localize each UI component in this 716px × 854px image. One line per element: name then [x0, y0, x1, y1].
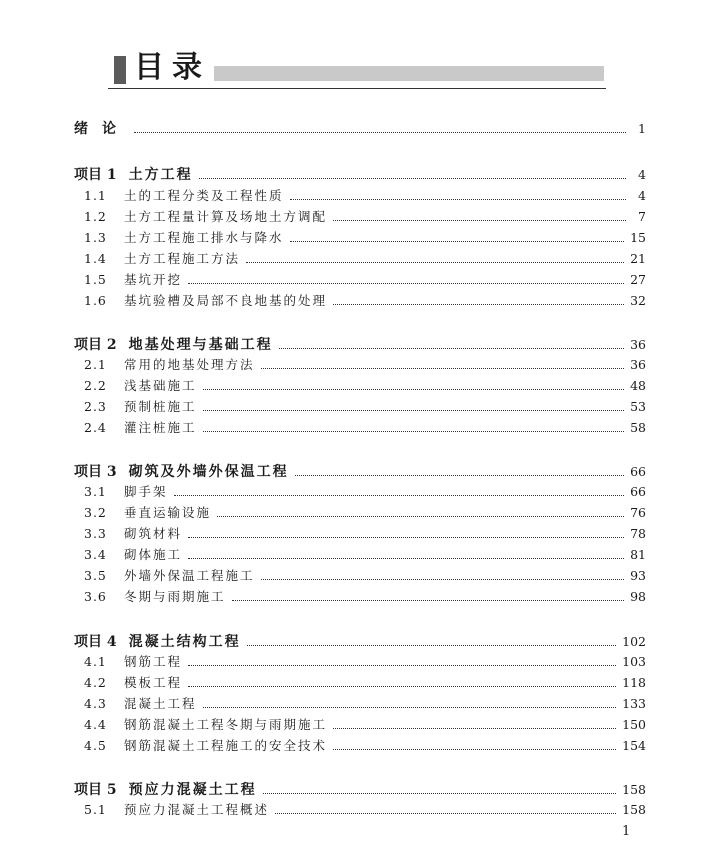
dot-leader: [174, 495, 625, 496]
title-accent-bar: [114, 56, 126, 84]
dot-leader: [188, 558, 624, 559]
toc-entry-page: 81: [630, 547, 646, 562]
dot-leader: [261, 579, 625, 580]
toc-entry-number: 2.1: [84, 357, 107, 372]
toc-section-row[interactable]: [74, 715, 646, 733]
toc-section-row[interactable]: [74, 503, 646, 521]
toc-entry-title: 冬期与雨期施工: [124, 589, 226, 604]
dot-leader: [188, 283, 624, 284]
toc-section-row[interactable]: [74, 207, 646, 225]
toc-entry-page: 133: [622, 696, 646, 711]
toc-chapter-row[interactable]: [74, 631, 646, 651]
toc-entry-page: 118: [622, 675, 646, 690]
dot-leader: [290, 199, 626, 200]
toc-entry-page: 36: [630, 357, 646, 372]
toc-entry-title: 浅基础施工: [124, 378, 197, 393]
toc-entry-number: 4.5: [84, 738, 107, 753]
toc-entry-page: 158: [622, 782, 646, 797]
toc-entry-title: 砌体施工: [124, 547, 183, 562]
toc-entry-number: 3.2: [84, 505, 107, 520]
toc-entry-number: 1.3: [84, 230, 107, 245]
dot-leader: [275, 813, 616, 814]
toc-entry-page: 27: [630, 272, 646, 287]
toc-section-row[interactable]: [74, 355, 646, 373]
toc-entry-title: 土的工程分类及工程性质: [124, 188, 284, 203]
toc-entry-number: 4.1: [84, 654, 107, 669]
dot-leader: [188, 686, 616, 687]
toc-section-row[interactable]: [74, 652, 646, 670]
toc-entry-page: 15: [630, 230, 646, 245]
toc-entry-page: 32: [630, 293, 646, 308]
toc-entry-page: 150: [622, 717, 646, 732]
dot-leader: [203, 431, 625, 432]
toc-entry-title: 预制桩施工: [124, 399, 197, 414]
dot-leader: [188, 537, 624, 538]
toc-entry-title: 预应力混凝土工程: [128, 782, 257, 798]
toc-entry-page: 53: [630, 399, 646, 414]
toc-entry-title: 灌注桩施工: [124, 420, 197, 435]
toc-entry-number: 项目 3: [74, 464, 117, 480]
toc-entry-page: 102: [622, 634, 646, 649]
dot-leader: [333, 220, 626, 221]
toc-entry-page: 76: [630, 505, 646, 520]
toc-entry-title: 常用的地基处理方法: [124, 357, 255, 372]
toc-entry-title: 砌筑及外墙外保温工程: [128, 464, 289, 480]
page-title: 目录: [134, 50, 210, 85]
toc-entry-number: 3.5: [84, 568, 107, 583]
toc-entry-number: 3.6: [84, 589, 107, 604]
toc-section-row[interactable]: [74, 673, 646, 691]
dot-leader: [261, 368, 625, 369]
toc-entry-page: 66: [630, 484, 646, 499]
toc-header: [108, 48, 606, 92]
toc-entry-number: 4.4: [84, 717, 107, 732]
dot-leader: [203, 707, 617, 708]
toc-entry-number: 2.2: [84, 378, 107, 393]
toc-entry-page: 78: [630, 526, 646, 541]
toc-entry-page: 103: [622, 654, 646, 669]
toc-entry-page: 93: [630, 568, 646, 583]
toc-entry-number: 3.1: [84, 484, 107, 499]
toc-entry-page: 1: [638, 121, 646, 136]
toc-section-row[interactable]: [74, 482, 646, 500]
toc-entry-title: 钢筋工程: [124, 654, 183, 669]
toc-section-row[interactable]: [74, 228, 646, 246]
toc-entry-number: 3.3: [84, 526, 107, 541]
toc-entry-page: 154: [622, 738, 646, 753]
toc-entry-number: 2.4: [84, 420, 107, 435]
toc-entry-number: 项目 2: [74, 337, 117, 353]
dot-leader: [217, 516, 624, 517]
toc-chapter-row[interactable]: [74, 334, 646, 354]
toc-entry-number: 项目 5: [74, 782, 117, 798]
toc-chapter-row[interactable]: [74, 461, 646, 481]
toc-entry-title: 钢筋混凝土工程施工的安全技术: [124, 738, 328, 753]
toc-entry-title: 脚手架: [124, 484, 168, 499]
toc-chapter-row[interactable]: [74, 779, 646, 799]
dot-leader: [263, 793, 617, 794]
toc-entry-page: 4: [638, 188, 646, 203]
title-decorative-band: [214, 66, 604, 81]
toc-entry-number: 1.1: [84, 188, 107, 203]
toc-entry-title: 地基处理与基础工程: [128, 337, 273, 353]
toc-entry-title: 土方工程施工排水与降水: [124, 230, 284, 245]
toc-section-row[interactable]: [74, 376, 646, 394]
toc-section-row[interactable]: [74, 186, 646, 204]
toc-entry-page: 66: [630, 464, 646, 479]
toc-entry-number: 4.2: [84, 675, 107, 690]
toc-entry-page: 58: [630, 420, 646, 435]
toc-entry-page: 158: [622, 802, 646, 817]
toc-entry-page: 7: [638, 209, 646, 224]
dot-leader: [203, 410, 625, 411]
toc-entry-number: 4.3: [84, 696, 107, 711]
dot-leader: [295, 475, 624, 476]
toc-section-row[interactable]: [74, 736, 646, 754]
toc-entry-number: 1.5: [84, 272, 107, 287]
title-underline: [108, 88, 606, 89]
toc-section-row[interactable]: [74, 249, 646, 267]
toc-entry-number: 项目 1: [74, 167, 117, 183]
toc-entry-number: 3.4: [84, 547, 107, 562]
toc-entry-title: 模板工程: [124, 675, 183, 690]
toc-chapter-row[interactable]: [74, 118, 646, 138]
toc-entry-number: 1.2: [84, 209, 107, 224]
toc-entry-page: 21: [630, 251, 646, 266]
dot-leader: [333, 728, 616, 729]
toc-section-row[interactable]: [74, 566, 646, 584]
toc-entry-number: 2.3: [84, 399, 107, 414]
dot-leader: [333, 749, 616, 750]
toc-section-row[interactable]: [74, 545, 646, 563]
dot-leader: [290, 241, 625, 242]
page-number: 1: [622, 824, 631, 839]
toc-entry-title: 混凝土工程: [124, 696, 197, 711]
toc-entry-title: 基坑验槽及局部不良地基的处理: [124, 293, 328, 308]
toc-section-row[interactable]: [74, 800, 646, 818]
toc-entry-page: 48: [630, 378, 646, 393]
toc-entry-number: 绪 论: [74, 121, 116, 137]
dot-leader: [203, 389, 625, 390]
toc-entry-title: 土方工程量计算及场地土方调配: [124, 209, 328, 224]
toc-entry-title: 砌筑材料: [124, 526, 183, 541]
toc-entry-page: 98: [630, 589, 646, 604]
toc-entry-title: 土方工程施工方法: [124, 251, 241, 266]
toc-chapter-row[interactable]: [74, 164, 646, 184]
dot-leader: [279, 348, 624, 349]
toc-entry-title: 垂直运输设施: [124, 505, 212, 520]
dot-leader: [188, 665, 616, 666]
toc-section-row[interactable]: [74, 291, 646, 309]
dot-leader: [232, 600, 625, 601]
toc-entry-number: 项目 4: [74, 634, 117, 650]
dot-leader: [333, 304, 624, 305]
toc-entry-page: 4: [638, 167, 646, 182]
toc-section-row[interactable]: [74, 397, 646, 415]
toc-entry-title: 钢筋混凝土工程冬期与雨期施工: [124, 717, 328, 732]
toc-entry-number: 1.4: [84, 251, 107, 266]
toc-section-row[interactable]: [74, 418, 646, 436]
toc-section-row[interactable]: [74, 270, 646, 288]
toc-entry-title: 外墙外保温工程施工: [124, 568, 255, 583]
toc-section-row[interactable]: [74, 587, 646, 605]
dot-leader: [247, 645, 617, 646]
toc-entry-title: 预应力混凝土工程概述: [124, 802, 270, 817]
toc-section-row[interactable]: [74, 694, 646, 712]
toc-entry-title: 混凝土结构工程: [128, 634, 241, 650]
dot-leader: [199, 178, 626, 179]
toc-entry-page: 36: [630, 337, 646, 352]
dot-leader: [134, 132, 626, 133]
toc-section-row[interactable]: [74, 524, 646, 542]
toc-entry-number: 1.6: [84, 293, 107, 308]
dot-leader: [246, 262, 624, 263]
toc-entry-number: 5.1: [84, 802, 107, 817]
toc-entry-title: 基坑开挖: [124, 272, 183, 287]
toc-entry-title: 土方工程: [128, 167, 193, 183]
